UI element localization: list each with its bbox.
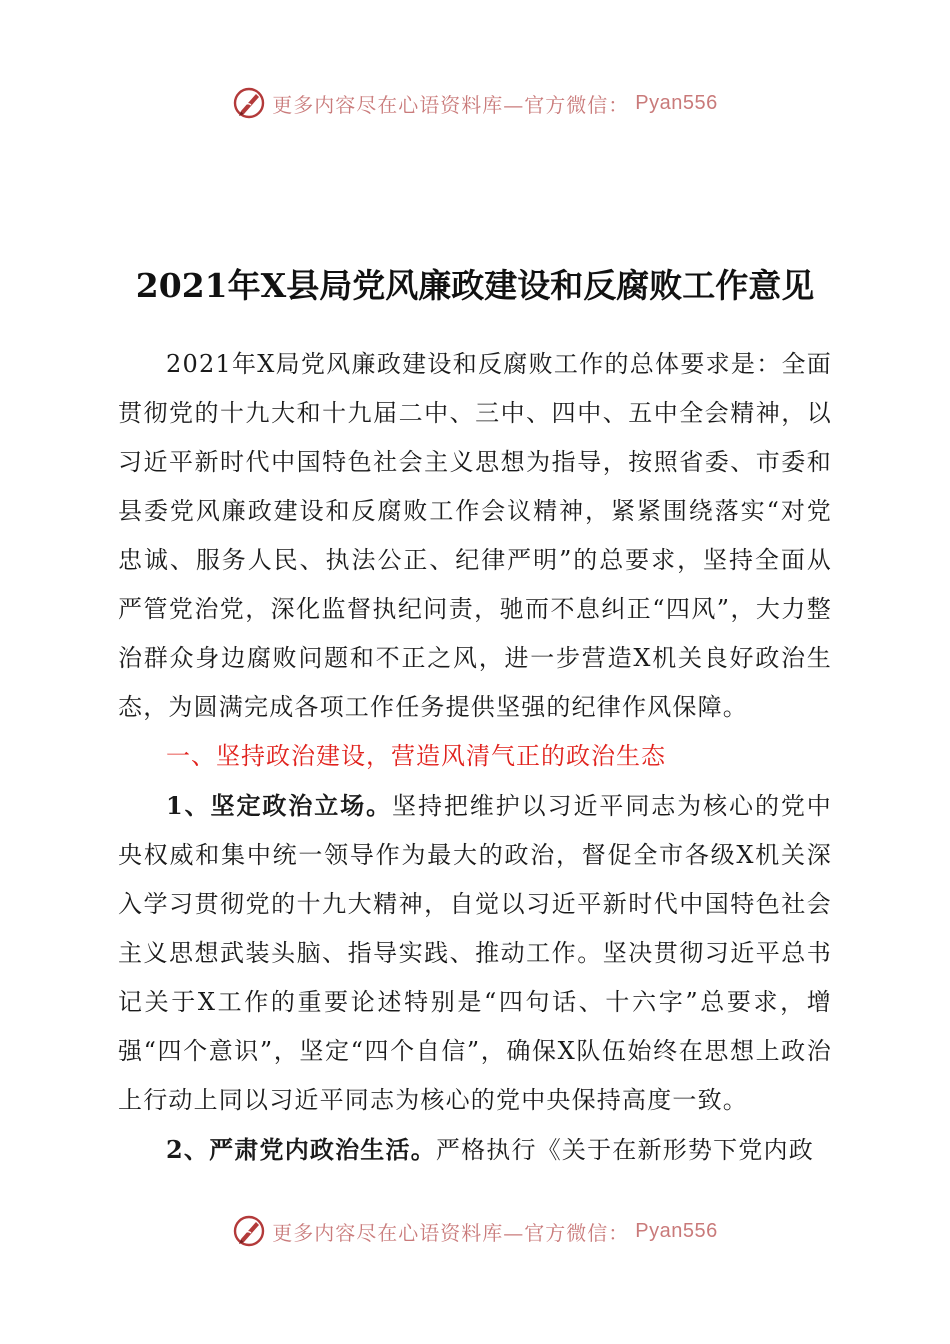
section-heading: 一、坚持政治建设，营造风清气正的政治生态 (166, 742, 666, 770)
item-body-1: 坚持把维护以习近平同志为核心的党中央权威和集中统一领导作为最大的政治，督促全市各级X机关深入学习贯彻党的十九大精神，自觉以习近平新时代中国特色社会主义思想武装头脑、指导实践、推动工作。坚决贯彻习近平总书记关于X工作的重要论述特别是“四句话、十六字”总要求，增强“四个意识”，坚定“四个自信”，确保X队伍始终在思想上政治上行动上同以习近平同志为核心的党中央保持高度一致。 (118, 792, 832, 1114)
pen-logo-icon (232, 86, 266, 120)
watermark-wechat-id: Pyan556 (635, 91, 718, 114)
document-body (118, 260, 832, 1175)
watermark-wechat-id: Pyan556 (635, 1219, 718, 1242)
watermark-header (0, 86, 950, 120)
watermark-text: 更多内容尽在心语资料库—官方微信： (272, 92, 630, 117)
document-title: 2021年X县局党风廉政建设和反腐败工作意见 (135, 266, 815, 305)
watermark-text: 更多内容尽在心语资料库—官方微信： (272, 1220, 630, 1245)
item-paragraph-1 (118, 781, 832, 1125)
intro-paragraph: 2021年X局党风廉政建设和反腐败工作的总体要求是：全面贯彻党的十九大和十九届二中、三中、四中、五中全会精神，以习近平新时代中国特色社会主义思想为指导，按照省委、市委和县委党风廉政建设和反腐败工作会议精神，紧紧围绕落实“对党忠诚、服务人民、执法公正、纪律严明”的总要求，坚持全面从严管党治党，深化监督执纪问责，驰而不息纠正“四风”，大力整治群众身边腐败问题和不正之风，进一步营造X机关良好政治生态，为圆满完成各项工作任务提供坚强的纪律作风保障。 (118, 350, 832, 721)
item-lead-1: 1、坚定政治立场。 (166, 791, 393, 820)
item-paragraph-2 (118, 1125, 832, 1175)
pen-logo-icon (232, 1214, 266, 1248)
watermark-footer (0, 1214, 950, 1248)
item-lead-2: 2、严肃党内政治生活。 (166, 1135, 436, 1164)
item-body-2: 严格执行《关于在新形势下党内政 (435, 1136, 814, 1164)
